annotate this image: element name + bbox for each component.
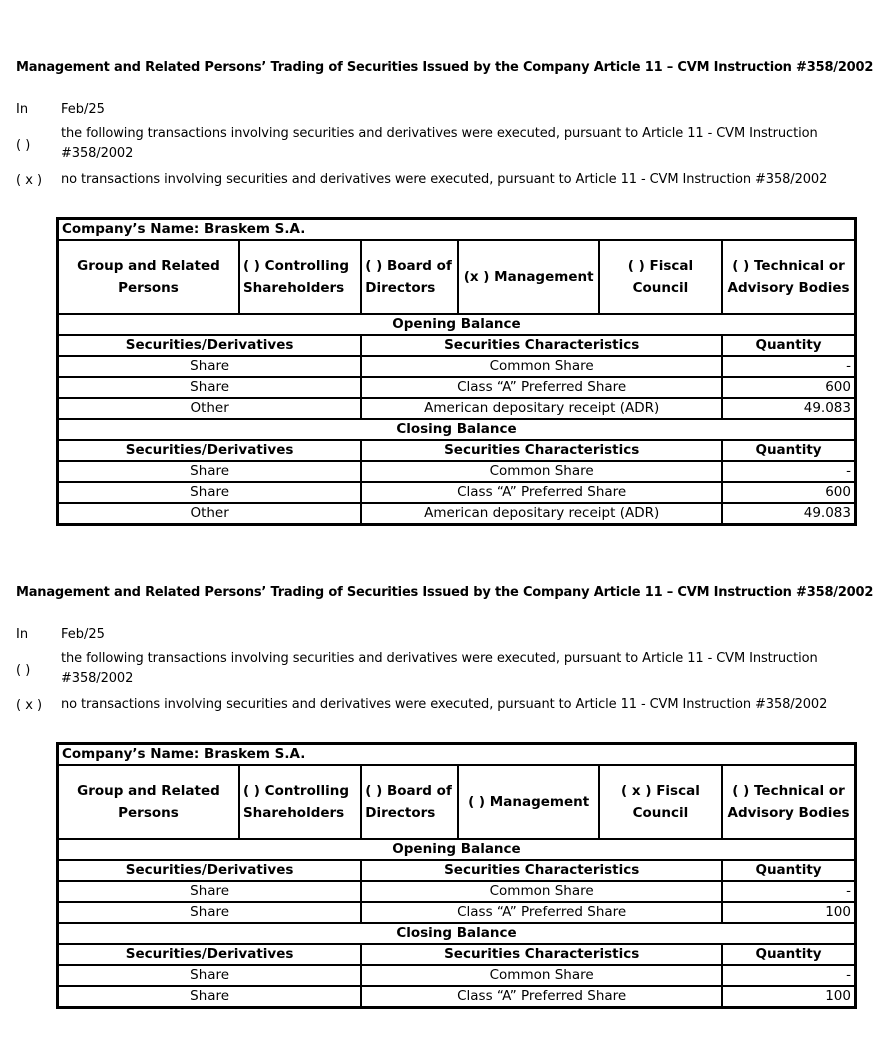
balance-table (56, 217, 857, 526)
col-characteristics-header: Securities Characteristics (361, 335, 722, 356)
security-cell: Share (58, 965, 362, 986)
characteristics-cell: Common Share (361, 965, 722, 986)
characteristics-cell: Common Share (361, 461, 722, 482)
security-cell: Other (58, 503, 362, 525)
col-quantity-header: Quantity (722, 944, 855, 965)
security-cell: Share (58, 482, 362, 503)
quantity-cell: 49.083 (722, 398, 855, 419)
col-securities-header: Securities/Derivatives (58, 944, 362, 965)
group-technical-advisory: ( ) Technical or Advisory Bodies (722, 765, 855, 839)
table-row (58, 986, 856, 1008)
security-cell: Share (58, 461, 362, 482)
quantity-cell: 49.083 (722, 503, 855, 525)
col-quantity-header: Quantity (722, 335, 855, 356)
quantity-cell: 600 (722, 377, 855, 398)
characteristics-cell: Class “A” Preferred Share (361, 902, 722, 923)
group-management: ( ) Management (458, 765, 598, 839)
groups-row (58, 765, 856, 839)
characteristics-cell: Common Share (361, 356, 722, 377)
closing-header-row (58, 440, 856, 461)
quantity-cell: 600 (722, 482, 855, 503)
option-executed-text: the following transactions involving securities and derivatives were executed, pursuant to Article 11 - CVM Instruction #358/2002 (61, 651, 818, 686)
col-characteristics-header: Securities Characteristics (361, 440, 722, 461)
characteristics-cell: American depositary receipt (ADR) (361, 503, 722, 525)
col-quantity-header: Quantity (722, 440, 855, 461)
option-none-mark: ( x ) (16, 698, 43, 713)
characteristics-cell: American depositary receipt (ADR) (361, 398, 722, 419)
company-name: Company’s Name: Braskem S.A. (58, 744, 856, 766)
security-cell: Other (58, 398, 362, 419)
table-row (58, 356, 856, 377)
period-value: Feb/25 (61, 102, 105, 117)
opening-header-row (58, 860, 856, 881)
characteristics-cell: Common Share (361, 881, 722, 902)
period-value: Feb/25 (61, 627, 105, 642)
table-row (58, 377, 856, 398)
security-cell: Share (58, 356, 362, 377)
table-row (58, 461, 856, 482)
col-characteristics-header: Securities Characteristics (361, 944, 722, 965)
quantity-cell: - (722, 965, 855, 986)
group-label: Group and Related Persons (58, 765, 239, 839)
closing-balance-title: Closing Balance (58, 923, 856, 944)
option-none-text: no transactions involving securities and derivatives were executed, pursuant to Article 11 - CVM Instruction #358/2002 (61, 172, 828, 187)
security-cell: Share (58, 902, 362, 923)
table-row (58, 881, 856, 902)
group-fiscal-council: ( x ) Fiscal Council (599, 765, 722, 839)
group-label: Group and Related Persons (58, 240, 239, 314)
group-technical-advisory: ( ) Technical or Advisory Bodies (722, 240, 855, 314)
group-controlling-shareholders: ( ) Controlling Shareholders (239, 765, 361, 839)
col-securities-header: Securities/Derivatives (58, 440, 362, 461)
group-board-of-directors: ( ) Board of Directors (361, 240, 458, 314)
company-name: Company’s Name: Braskem S.A. (58, 219, 856, 241)
closing-header-row (58, 944, 856, 965)
characteristics-cell: Class “A” Preferred Share (361, 986, 722, 1008)
table-row (58, 482, 856, 503)
group-controlling-shareholders: ( ) Controlling Shareholders (239, 240, 361, 314)
table-row (58, 503, 856, 525)
table-row (58, 902, 856, 923)
groups-row (58, 240, 856, 314)
section-heading: Management and Related Persons’ Trading of Securities Issued by the Company Article 11 – CVM Instruction #358/2002 (16, 60, 874, 75)
security-cell: Share (58, 881, 362, 902)
opening-balance-title: Opening Balance (58, 839, 856, 860)
opening-header-row (58, 335, 856, 356)
quantity-cell: - (722, 356, 855, 377)
quantity-cell: - (722, 881, 855, 902)
option-none-text: no transactions involving securities and derivatives were executed, pursuant to Article 11 - CVM Instruction #358/2002 (61, 697, 828, 712)
security-cell: Share (58, 377, 362, 398)
section-heading: Management and Related Persons’ Trading of Securities Issued by the Company Article 11 – CVM Instruction #358/2002 (16, 585, 874, 600)
col-characteristics-header: Securities Characteristics (361, 860, 722, 881)
characteristics-cell: Class “A” Preferred Share (361, 482, 722, 503)
group-management: (x ) Management (458, 240, 598, 314)
quantity-cell: - (722, 461, 855, 482)
table-row (58, 398, 856, 419)
quantity-cell: 100 (722, 986, 855, 1008)
option-none-mark: ( x ) (16, 173, 43, 188)
option-executed-mark: ( ) (16, 663, 31, 678)
col-securities-header: Securities/Derivatives (58, 335, 362, 356)
option-executed-text: the following transactions involving securities and derivatives were executed, pursuant to Article 11 - CVM Instruction #358/2002 (61, 126, 818, 161)
security-cell: Share (58, 986, 362, 1008)
col-quantity-header: Quantity (722, 860, 855, 881)
in-label: In (16, 627, 29, 642)
option-executed-mark: ( ) (16, 138, 31, 153)
balance-table (56, 742, 857, 1009)
group-board-of-directors: ( ) Board of Directors (361, 765, 458, 839)
group-fiscal-council: ( ) Fiscal Council (599, 240, 722, 314)
characteristics-cell: Class “A” Preferred Share (361, 377, 722, 398)
table-row (58, 965, 856, 986)
closing-balance-title: Closing Balance (58, 419, 856, 440)
quantity-cell: 100 (722, 902, 855, 923)
col-securities-header: Securities/Derivatives (58, 860, 362, 881)
opening-balance-title: Opening Balance (58, 314, 856, 335)
in-label: In (16, 102, 29, 117)
